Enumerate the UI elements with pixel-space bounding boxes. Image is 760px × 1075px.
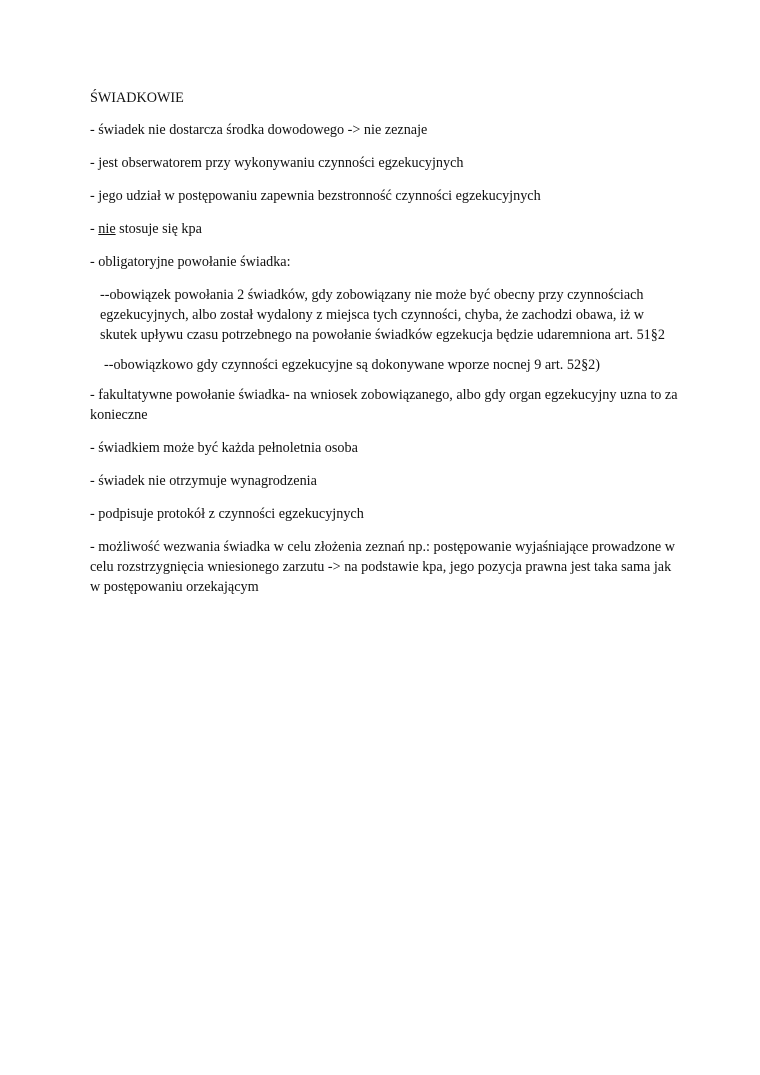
- paragraph-2: - jest obserwatorem przy wykonywaniu czynności egzekucyjnych: [90, 155, 464, 171]
- paragraph-7: --obowiązkowo gdy czynności egzekucyjne są dokonywane wporze nocnej 9 art. 52§2): [104, 357, 601, 373]
- paragraph-12: - możliwość wezwania świadka w celu złożenia zeznań np.: postępowanie wyjaśniające prowadzone w celu rozstrzygnięcia wniesionego zarzutu -> na podstawie kpa, jego pozycja prawna jest taka sama jak w postępowaniu orzekającym: [90, 539, 675, 595]
- paragraph-8: - fakultatywne powołanie świadka- na wniosek zobowiązanego, albo gdy organ egzekucyjny uzna to za konieczne: [90, 387, 678, 423]
- document-title: ŚWIADKOWIE: [90, 90, 184, 106]
- paragraph-5: - obligatoryjne powołanie świadka:: [90, 254, 291, 270]
- paragraph-6: --obowiązek powołania 2 świadków, gdy zobowiązany nie może być obecny przy czynnościach egzekucyjnych, albo został wydalony z miejsca tych czynności, chyba, że zachodzi obawa, iż w skutek upływu czasu potrzebnego na powołanie świadków egzekucja będzie udaremniona art. 51§2: [100, 287, 665, 343]
- paragraph-4-prefix: -: [90, 221, 99, 237]
- document-page: [90, 88, 680, 610]
- paragraph-4-suffix: stosuje się kpa: [115, 221, 202, 237]
- paragraph-10: - świadek nie otrzymuje wynagrodzenia: [90, 473, 317, 489]
- paragraph-1: - świadek nie dostarcza środka dowodowego -> nie zeznaje: [90, 122, 428, 138]
- paragraph-4: [90, 219, 680, 239]
- paragraph-3: - jego udział w postępowaniu zapewnia bezstronność czynności egzekucyjnych: [90, 188, 541, 204]
- paragraph-11: - podpisuje protokół z czynności egzekucyjnych: [90, 506, 364, 522]
- underlined-nie: nie: [98, 221, 116, 237]
- paragraph-9: - świadkiem może być każda pełnoletnia osoba: [90, 440, 358, 456]
